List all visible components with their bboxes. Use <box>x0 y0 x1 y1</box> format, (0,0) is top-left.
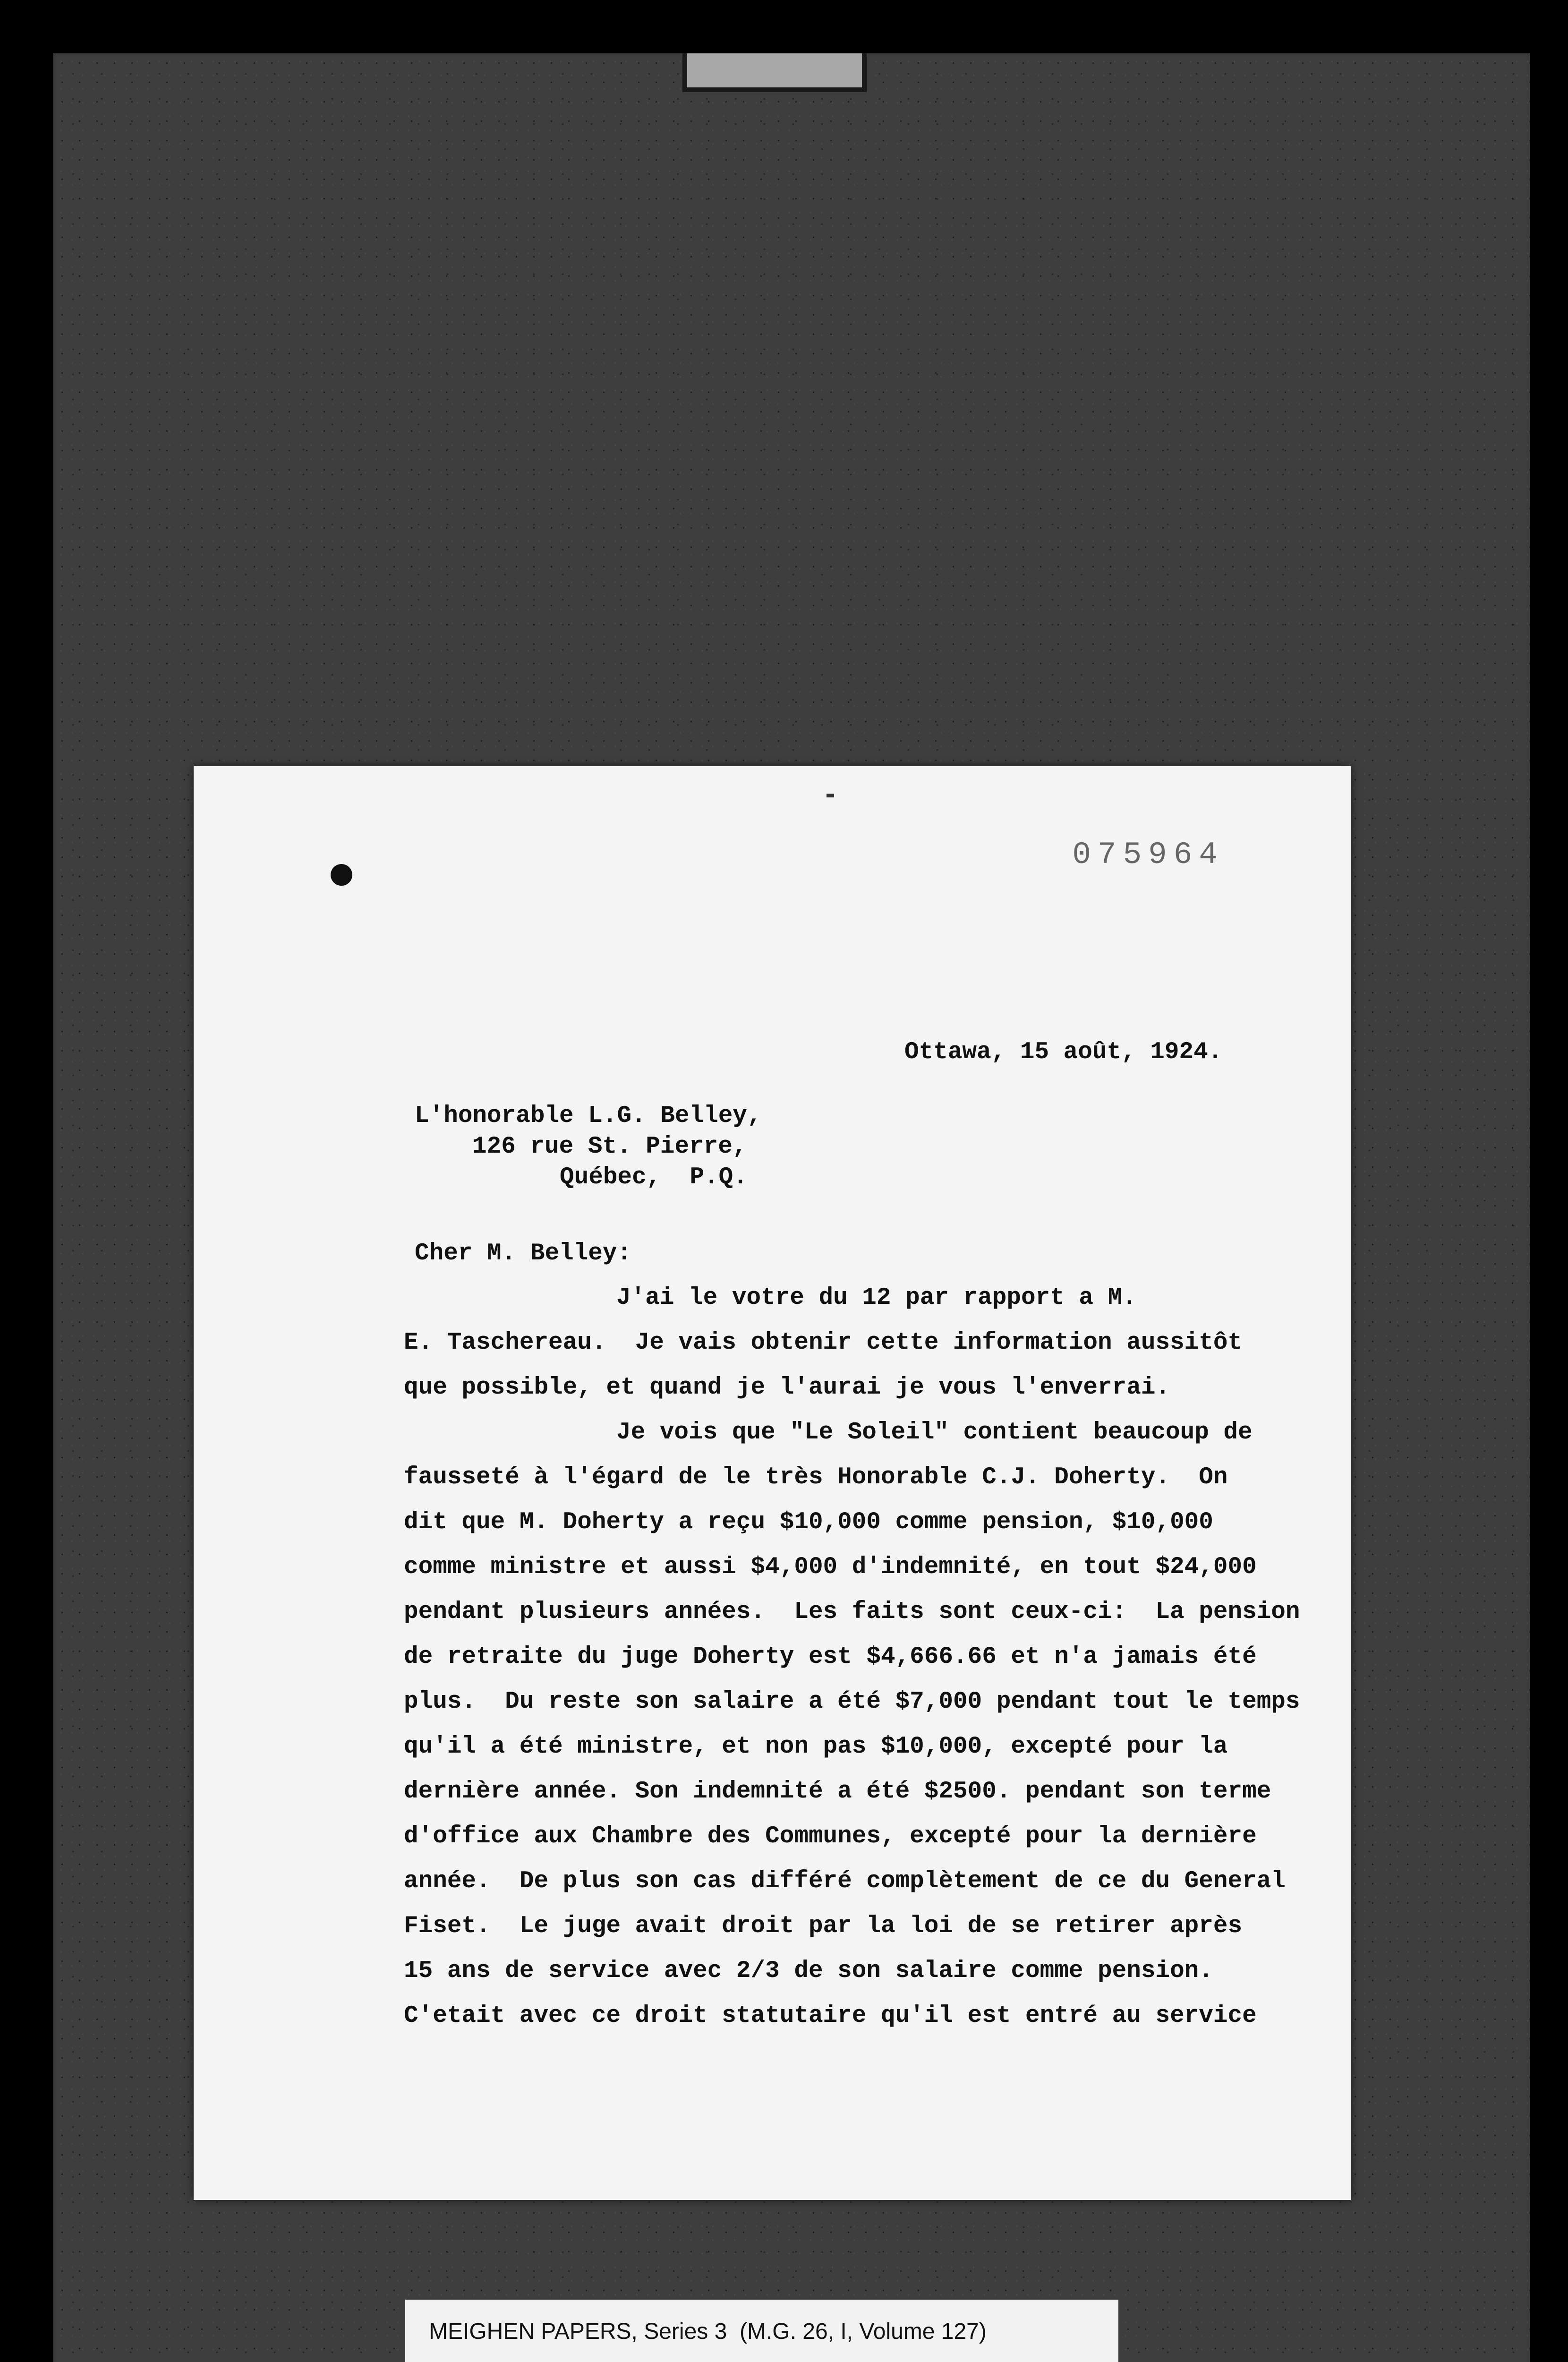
series-label-text: MEIGHEN PAPERS, Series 3 (M.G. 26, I, Volume 127) <box>429 2319 987 2344</box>
address-line-2: 126 rue St. Pierre, <box>472 1133 747 1160</box>
body-line: de retraite du juge Doherty est $4,666.66 et n'a jamais été <box>404 1643 1257 1670</box>
frame-top-tab <box>682 53 867 92</box>
stamp-number: 075964 <box>1072 837 1224 873</box>
body-line: qu'il a été ministre, et non pas $10,000, excepté pour la <box>404 1733 1228 1760</box>
body-line: E. Taschereau. Je vais obtenir cette information aussitôt <box>404 1329 1243 1356</box>
body-line: d'office aux Chambre des Communes, excepté pour la dernière <box>404 1823 1257 1850</box>
address-line-1: L'honorable L.G. Belley, <box>415 1103 762 1130</box>
body-line: plus. Du reste son salaire a été $7,000 pendant tout le temps <box>404 1688 1300 1715</box>
body-line: année. De plus son cas différé complètement de ce du General <box>404 1868 1286 1895</box>
salutation: Cher M. Belley: <box>415 1240 632 1267</box>
body-line: C'etait avec ce droit statutaire qu'il est entré au service <box>404 2003 1257 2029</box>
body-line: dernière année. Son indemnité a été $2500. pendant son terme <box>404 1778 1271 1805</box>
body-line: fausseté à l'égard de le très Honorable C.J. Doherty. On <box>404 1464 1228 1491</box>
series-label <box>405 2300 1118 2362</box>
punch-hole <box>331 864 352 886</box>
body-line: que possible, et quand je l'aurai je vous l'enverrai. <box>404 1374 1170 1401</box>
letter-page <box>194 766 1351 2200</box>
body-line: Fiset. Le juge avait droit par la loi de se retirer après <box>404 1913 1243 1940</box>
address-line-3: Québec, P.Q. <box>560 1164 748 1191</box>
body-line: Je vois que "Le Soleil" contient beaucoup de <box>616 1419 1253 1446</box>
body-line: J'ai le votre du 12 par rapport a M. <box>616 1284 1137 1311</box>
body-line: pendant plusieurs années. Les faits sont ceux-ci: La pension <box>404 1599 1300 1626</box>
body-line: dit que M. Doherty a reçu $10,000 comme pension, $10,000 <box>404 1509 1213 1536</box>
body-line: 15 ans de service avec 2/3 de son salaire comme pension. <box>404 1958 1213 1985</box>
body-line: comme ministre et aussi $4,000 d'indemnité, en tout $24,000 <box>404 1554 1257 1581</box>
page-mark <box>827 794 834 797</box>
letter-date: Ottawa, 15 août, 1924. <box>904 1039 1223 1066</box>
